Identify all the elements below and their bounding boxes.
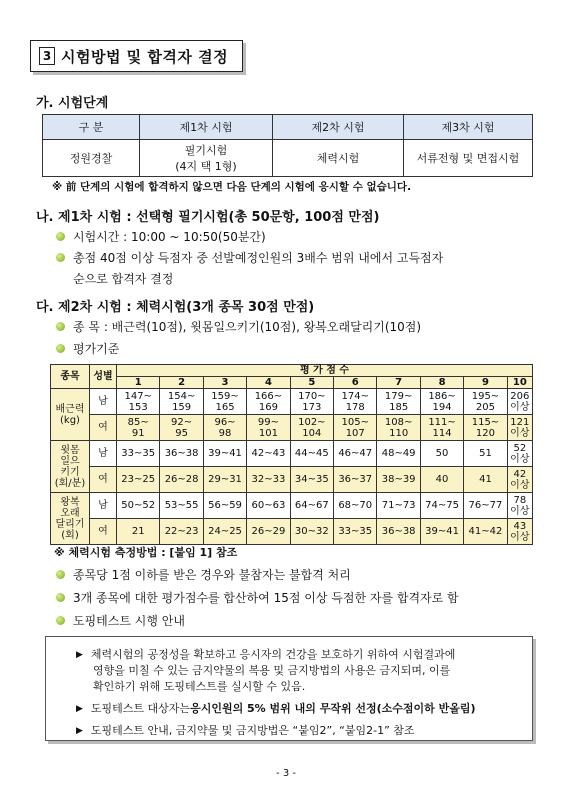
first-exam-heading: 나. 제1차 시험 : 선택형 필기시험(총 50문항, 100점 만점) — [36, 210, 380, 225]
score-cell-line: 179~ — [384, 390, 413, 402]
score-cell — [507, 467, 532, 493]
score-point-7: 7 — [377, 377, 420, 389]
score-cell-line: 44~45 — [294, 448, 329, 459]
bullet-icon — [56, 232, 65, 241]
score-cell-line: 102~ — [298, 416, 326, 428]
score-cell — [117, 493, 160, 519]
score-row-0-female — [51, 415, 533, 441]
score-row-0-male — [51, 389, 533, 415]
doping-p1 — [46, 647, 532, 663]
stage-note: ※ 前 단계의 시험에 합격하지 않으면 다음 단계의 시험에 응시할 수 없습니다. — [52, 181, 412, 193]
gender-cell: 여 — [90, 519, 117, 545]
score-cell-line: 40 — [435, 474, 449, 485]
score-cell-line: 186~ — [428, 390, 456, 402]
event-name-line: 키기 — [60, 466, 80, 478]
score-cell — [334, 441, 377, 467]
score-cell-line: 110 — [389, 427, 409, 439]
score-point-2: 2 — [160, 377, 203, 389]
score-cell-line: 26~29 — [251, 526, 286, 537]
score-cell-line: 50~52 — [121, 500, 156, 511]
triangle-bullet-icon: ▶ — [76, 650, 83, 660]
score-cell — [420, 441, 463, 467]
score-cell — [203, 441, 246, 467]
event-name-line: 달리기 — [55, 518, 85, 530]
score-cell-line: 205 — [475, 401, 495, 413]
score-cell-line: 50 — [435, 448, 449, 459]
score-cell — [334, 467, 377, 493]
score-cell-line: 33~35 — [121, 448, 156, 459]
event-name — [51, 441, 90, 493]
page-number: - 3 - — [276, 768, 296, 779]
doping-box — [45, 636, 533, 741]
score-cell-line: 53~55 — [164, 500, 199, 511]
score-cell-line: 36~38 — [164, 448, 199, 459]
score-cell-line: 92~ — [171, 416, 193, 428]
score-cell — [334, 389, 377, 415]
event-name-line: (kg) — [60, 414, 80, 426]
score-cell — [247, 389, 290, 415]
score-col-gender: 성별 — [90, 365, 117, 389]
doping-p3 — [46, 723, 532, 739]
score-cell — [420, 493, 463, 519]
score-cell-line: 43 — [513, 520, 527, 532]
score-cell — [203, 467, 246, 493]
score-cell — [203, 415, 246, 441]
score-cell — [464, 415, 507, 441]
score-cell-line: 29~31 — [208, 474, 242, 485]
pass-rule-text: 3개 종목에 대한 평가점수를 합산하여 15점 이상 득점한 자를 합격자로 함 — [73, 591, 459, 605]
score-point-4: 4 — [247, 377, 290, 389]
score-cell — [377, 441, 420, 467]
doping-guide — [56, 612, 185, 629]
stage-table — [42, 114, 533, 177]
score-cell-line: 이상 — [510, 505, 530, 517]
score-cell — [507, 415, 532, 441]
score-cell-line: 115~ — [471, 416, 500, 428]
score-cell-line: 147~ — [124, 390, 152, 402]
bullet-icon — [56, 344, 65, 353]
bullet-icon — [56, 570, 65, 579]
gender-cell: 여 — [90, 467, 117, 493]
stage-header-second: 제2차 시험 — [273, 115, 404, 140]
score-cell-line: 95 — [175, 427, 188, 439]
second-exam-criteria — [56, 340, 119, 357]
score-cell-line: 36~37 — [338, 474, 373, 485]
score-cell-line: 60~63 — [251, 500, 286, 511]
doping-p1-line1: 체력시험의 공정성을 확보하고 응시자의 건강을 보호하기 위하여 시험결과에 — [90, 648, 456, 661]
score-cell-line: 이상 — [510, 531, 530, 543]
score-table — [50, 364, 533, 545]
stage-header-first: 제1차 시험 — [140, 115, 273, 140]
first-exam-time — [56, 228, 266, 245]
gender-cell: 남 — [90, 389, 117, 415]
score-cell — [203, 519, 246, 545]
score-cell — [420, 415, 463, 441]
stage-row-third: 서류전형 및 면접시험 — [404, 140, 533, 177]
score-cell-line: 153 — [128, 401, 148, 413]
score-cell-line: 64~67 — [294, 500, 329, 511]
score-cell-line: 78 — [513, 494, 527, 506]
first-exam-pass-text-cont: 순으로 합격자 결정 — [73, 272, 174, 286]
score-cell-line: 99~ — [257, 416, 279, 428]
score-cell-line: 34~35 — [294, 474, 329, 485]
score-cell — [160, 389, 203, 415]
score-cell-line: 33~35 — [338, 526, 373, 537]
section-number: 3 — [39, 47, 55, 65]
score-cell-line: 41~42 — [468, 526, 503, 537]
score-cell-line: 26~28 — [164, 474, 199, 485]
first-exam-time-text: 시험시간 : 10:00 ~ 10:50(50분간) — [73, 230, 266, 244]
score-row-1-female — [51, 467, 533, 493]
score-cell — [420, 389, 463, 415]
score-cell-line: 32~33 — [251, 474, 286, 485]
score-cell — [160, 493, 203, 519]
score-cell-line: 154~ — [167, 390, 196, 402]
event-name-line: 일으 — [60, 455, 80, 467]
score-cell — [334, 493, 377, 519]
score-cell — [290, 519, 333, 545]
pass-rule — [56, 589, 459, 606]
score-cell-line: 159~ — [211, 390, 239, 402]
score-cell — [507, 493, 532, 519]
stage-header-third: 제3차 시험 — [404, 115, 533, 140]
stage-row-first — [140, 140, 273, 177]
score-cell-line: 46~47 — [338, 448, 373, 459]
score-cell — [290, 467, 333, 493]
score-cell — [117, 519, 160, 545]
score-cell — [334, 415, 377, 441]
event-name-line: (회) — [61, 529, 79, 541]
gender-cell: 여 — [90, 415, 117, 441]
fail-rule — [56, 566, 351, 583]
second-exam-events — [56, 318, 421, 335]
score-cell — [247, 415, 290, 441]
score-cell-line: 22~23 — [164, 526, 199, 537]
score-cell-line: 169 — [258, 401, 278, 413]
event-name — [51, 389, 90, 441]
score-point-6: 6 — [334, 377, 377, 389]
score-cell-line: 51 — [479, 448, 492, 459]
event-name-line: 왕복 — [60, 496, 80, 508]
score-cell-line: 42 — [513, 468, 527, 480]
score-cell-line: 이상 — [510, 427, 530, 439]
score-col-item: 종목 — [51, 365, 90, 389]
score-point-9: 9 — [464, 377, 507, 389]
score-cell — [203, 493, 246, 519]
doping-p2-text: 도핑테스트 대상자는 — [90, 702, 191, 715]
bullet-icon — [56, 593, 65, 602]
score-cell — [464, 467, 507, 493]
score-cell — [290, 441, 333, 467]
score-cell-line: 173 — [302, 401, 322, 413]
score-cell — [160, 415, 203, 441]
score-cell-line: 166~ — [254, 390, 283, 402]
score-cell-line: 91 — [131, 427, 145, 439]
doping-guide-text: 도핑테스트 시행 안내 — [73, 614, 185, 628]
triangle-bullet-icon: ▶ — [76, 704, 83, 714]
score-cell-line: 101 — [258, 427, 278, 439]
score-cell-line: 114 — [432, 427, 452, 439]
fail-rule-text: 종목당 1점 이하를 받은 경우와 불참자는 불합격 처리 — [73, 568, 351, 582]
score-cell-line: 36~38 — [381, 526, 416, 537]
score-cell-line: 41 — [479, 474, 492, 485]
second-exam-events-text: 종 목 : 배근력(10점), 윗몸일으키기(10점), 왕복오래달리기(10점) — [73, 320, 422, 334]
score-cell-line: 24~25 — [208, 526, 242, 537]
score-cell-line: 이상 — [510, 479, 530, 491]
doping-p2 — [46, 701, 532, 717]
section-title: 시험방법 및 합격자 결정 — [61, 47, 229, 66]
score-cell — [203, 389, 246, 415]
score-cell-line: 120 — [475, 427, 495, 439]
score-cell — [464, 493, 507, 519]
score-cell-line: 96~ — [214, 416, 236, 428]
score-cell-line: 56~59 — [208, 500, 242, 511]
score-point-8: 8 — [420, 377, 463, 389]
score-cell — [247, 441, 290, 467]
score-cell-line: 108~ — [384, 416, 413, 428]
event-name-line: (회/분) — [54, 477, 86, 489]
score-cell-line: 195~ — [471, 390, 500, 402]
stage-first-line2: (4지 택 1형) — [175, 160, 237, 173]
score-cell — [464, 519, 507, 545]
score-cell — [290, 415, 333, 441]
score-cell-line: 68~70 — [338, 500, 373, 511]
stage-heading: 가. 시험단계 — [36, 96, 109, 111]
score-point-10: 10 — [507, 377, 532, 389]
score-cell-line: 21 — [131, 526, 145, 537]
score-cell — [464, 389, 507, 415]
score-row-2-female — [51, 519, 533, 545]
score-cell-line: 38~39 — [381, 474, 416, 485]
gender-cell: 남 — [90, 493, 117, 519]
score-cell — [290, 389, 333, 415]
score-cell-line: 이상 — [510, 453, 530, 465]
score-cell-line: 104 — [302, 427, 322, 439]
score-cell-line: 39~41 — [208, 448, 242, 459]
second-exam-criteria-text: 평가기준 — [73, 342, 120, 356]
first-exam-pass-text: 총점 40점 이상 득점자 중 선발예정인원의 3배수 범위 내에서 고득점자 — [73, 251, 444, 265]
score-cell-line: 206 — [510, 390, 530, 402]
score-cell — [507, 519, 532, 545]
score-cell — [160, 441, 203, 467]
bullet-icon — [56, 322, 65, 331]
score-cell — [160, 519, 203, 545]
score-cell-line: 121 — [510, 416, 530, 428]
score-cell-line: 48~49 — [381, 448, 416, 459]
score-cell-line: 174~ — [341, 390, 369, 402]
score-cell — [377, 493, 420, 519]
score-cell-line: 74~75 — [425, 500, 459, 511]
score-cell-line: 165 — [215, 401, 235, 413]
score-cell-line: 52 — [513, 442, 527, 454]
second-exam-heading: 다. 제2차 시험 : 체력시험(3개 종목 30점 만점) — [36, 300, 315, 315]
measure-note: ※ 체력시험 측정방법 : [붙임 1] 참조 — [54, 546, 238, 559]
bullet-icon — [56, 616, 65, 625]
score-cell — [377, 389, 420, 415]
score-cell — [247, 519, 290, 545]
event-name — [51, 493, 90, 545]
score-cell-line: 105~ — [341, 416, 369, 428]
stage-header-division: 구 분 — [43, 115, 140, 140]
doping-p3-text: 도핑테스트 안내, 금지약물 및 금지방법은 “붙임2”, “붙임2-1” 참조 — [90, 724, 415, 737]
score-cell — [377, 519, 420, 545]
score-cell-line: 23~25 — [121, 474, 156, 485]
doping-p1-line2: 영향을 미칠 수 있는 금지약물의 복용 및 금지방법의 사용은 금지되며, 이를 — [93, 664, 451, 677]
score-cell — [160, 467, 203, 493]
score-cell-line: 39~41 — [425, 526, 459, 537]
score-cell — [334, 519, 377, 545]
score-cell-line: 170~ — [298, 390, 326, 402]
triangle-bullet-icon: ▶ — [76, 726, 83, 736]
bullet-icon — [56, 253, 65, 262]
score-point-3: 3 — [203, 377, 246, 389]
score-cell — [377, 467, 420, 493]
score-cell-line: 159 — [172, 401, 192, 413]
score-cell-line: 98 — [218, 427, 232, 439]
stage-row-label: 정원경찰 — [43, 140, 140, 177]
score-cell — [420, 467, 463, 493]
score-cell — [507, 441, 532, 467]
event-name-line: 배근력 — [55, 403, 85, 415]
score-cell — [464, 441, 507, 467]
score-cell — [290, 493, 333, 519]
score-point-5: 5 — [290, 377, 333, 389]
score-cell-line: 111~ — [428, 416, 456, 428]
event-name-line: 윗몸 — [60, 444, 80, 456]
score-cell-line: 185 — [389, 401, 409, 413]
score-cell — [377, 415, 420, 441]
score-cell — [117, 441, 160, 467]
gender-cell: 남 — [90, 441, 117, 467]
score-cell — [247, 467, 290, 493]
score-cell-line: 85~ — [127, 416, 149, 428]
score-cell — [507, 389, 532, 415]
score-col-points: 평 가 점 수 — [117, 365, 533, 377]
score-cell-line: 194 — [432, 401, 452, 413]
score-cell-line: 30~32 — [294, 526, 329, 537]
score-point-1: 1 — [117, 377, 160, 389]
score-cell — [247, 493, 290, 519]
score-cell — [420, 519, 463, 545]
doping-p2-bold: 응시인원의 5% 범위 내의 무작위 선정(소수점이하 반올림) — [190, 702, 476, 715]
score-cell-line: 이상 — [510, 401, 530, 413]
first-exam-pass-rule — [56, 249, 443, 266]
score-cell-line: 178 — [345, 401, 365, 413]
stage-row-second: 체력시험 — [273, 140, 404, 177]
doping-p1-line3: 확인하기 위해 도핑테스트를 실시할 수 있음. — [93, 680, 306, 693]
event-name-line: 오래 — [60, 507, 80, 519]
score-cell-line: 42~43 — [251, 448, 286, 459]
score-row-2-male — [51, 493, 533, 519]
section-header — [30, 40, 243, 72]
score-cell — [117, 467, 160, 493]
stage-first-line1: 필기시험 — [184, 144, 228, 157]
score-cell-line: 71~73 — [381, 500, 416, 511]
score-cell-line: 107 — [345, 427, 365, 439]
score-cell-line: 76~77 — [468, 500, 503, 511]
score-row-1-male — [51, 441, 533, 467]
score-cell — [117, 415, 160, 441]
score-cell — [117, 389, 160, 415]
